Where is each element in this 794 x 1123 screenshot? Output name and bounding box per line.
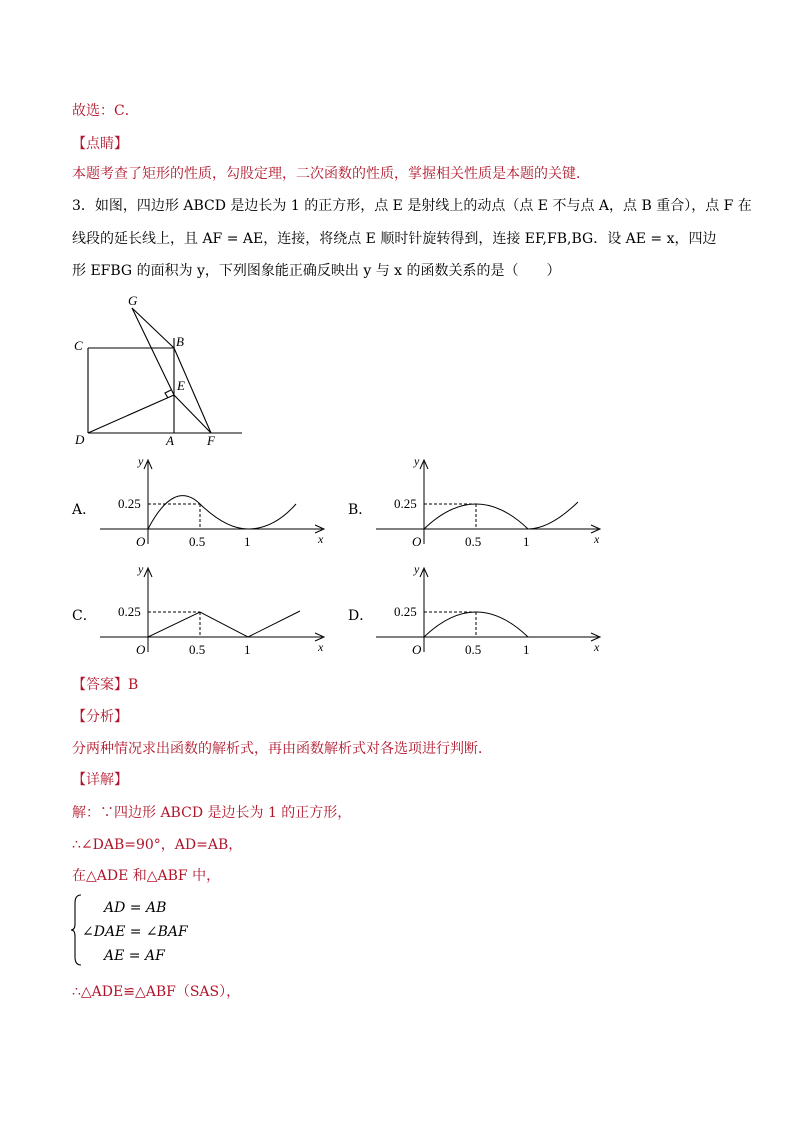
x-axis-label: x — [318, 532, 324, 546]
x-tick-label: 0.5 — [189, 534, 206, 549]
question-line-1: 3．如图，四边形 ABCD 是边长为 1 的正方形，点 E 是射线上的动点（点 E 不与点 A，点 B 重合），点 F 在 — [72, 198, 752, 214]
dianjing-label: 【点睛】 — [72, 136, 128, 152]
y-axis-label: y — [414, 454, 420, 468]
answer-line — [72, 675, 138, 695]
option-a-graph — [96, 452, 336, 550]
option-b-graph — [372, 452, 612, 550]
label-C: C — [74, 338, 83, 353]
x-tick-label: 1 — [244, 534, 251, 549]
xiangjie-label: 【详解】 — [72, 772, 128, 788]
x-tick-label: 1 — [244, 642, 251, 657]
option-c-graph — [96, 560, 336, 658]
y-tick-label: 0.25 — [394, 604, 417, 619]
system-eq-1: AD = AB — [104, 900, 167, 916]
origin-label: O — [412, 642, 422, 657]
label-G: G — [128, 293, 138, 308]
option-d-letter: D． — [348, 608, 374, 624]
answer-label: 【答案】 — [72, 677, 128, 693]
step-2: ∴∠DAB=90°，AD=AB， — [72, 837, 243, 853]
origin-label: O — [136, 642, 146, 657]
x-axis-label: x — [318, 640, 324, 654]
system-eq-2: ∠DAE = ∠BAF — [82, 924, 188, 940]
question-line-2: 线段的延长线上，且 AF = AE，连接，将绕点 E 顺时针旋转得到，连接 EF,FB,BG．设 AE = x，四边 — [72, 231, 717, 247]
x-tick-label: 1 — [523, 534, 530, 549]
x-tick-label: 0.5 — [465, 534, 482, 549]
origin-label: O — [136, 534, 146, 549]
choice-line: 故选：C． — [72, 103, 139, 119]
step-4: ∴△ADE≌△ABF（SAS）， — [72, 984, 241, 1000]
label-F: F — [207, 433, 215, 448]
step-1: 解：∵四边形 ABCD 是边长为 1 的正方形， — [72, 805, 352, 821]
option-b-letter: B． — [348, 502, 373, 518]
dianjing-text: 本题考查了矩形的性质，勾股定理，二次函数的性质，掌握相关性质是本题的关键． — [72, 166, 590, 182]
y-tick-label: 0.25 — [394, 496, 417, 511]
x-axis-label: x — [594, 640, 600, 654]
x-tick-label: 1 — [523, 642, 530, 657]
y-tick-label: 0.25 — [118, 496, 141, 511]
y-axis-label: y — [138, 454, 144, 468]
question-line-3: 形 EFBG 的面积为 y，下列图象能正确反映出 y 与 x 的函数关系的是（ ） — [72, 263, 561, 279]
fenxi-text: 分两种情况求出函数的解析式，再由函数解析式对各选项进行判断． — [72, 741, 492, 757]
step-3: 在△ADE 和△ABF 中， — [72, 868, 221, 884]
x-tick-label: 0.5 — [465, 642, 482, 657]
y-axis-label: y — [414, 562, 420, 576]
label-A: A — [166, 433, 174, 448]
answer-value: B — [128, 677, 139, 693]
x-axis-label: x — [594, 532, 600, 546]
x-tick-label: 0.5 — [189, 642, 206, 657]
option-c-letter: C． — [72, 608, 97, 624]
option-a-letter: A． — [72, 502, 97, 518]
option-d-graph — [372, 560, 612, 658]
system-eq-3: AE = AF — [104, 948, 165, 964]
geometry-figure — [70, 292, 250, 452]
y-tick-label: 0.25 — [118, 604, 141, 619]
y-axis-label: y — [138, 562, 144, 576]
label-B: B — [176, 334, 184, 349]
label-D: D — [75, 432, 85, 447]
label-E: E — [177, 378, 185, 393]
origin-label: O — [412, 534, 422, 549]
fenxi-label: 【分析】 — [72, 709, 128, 725]
